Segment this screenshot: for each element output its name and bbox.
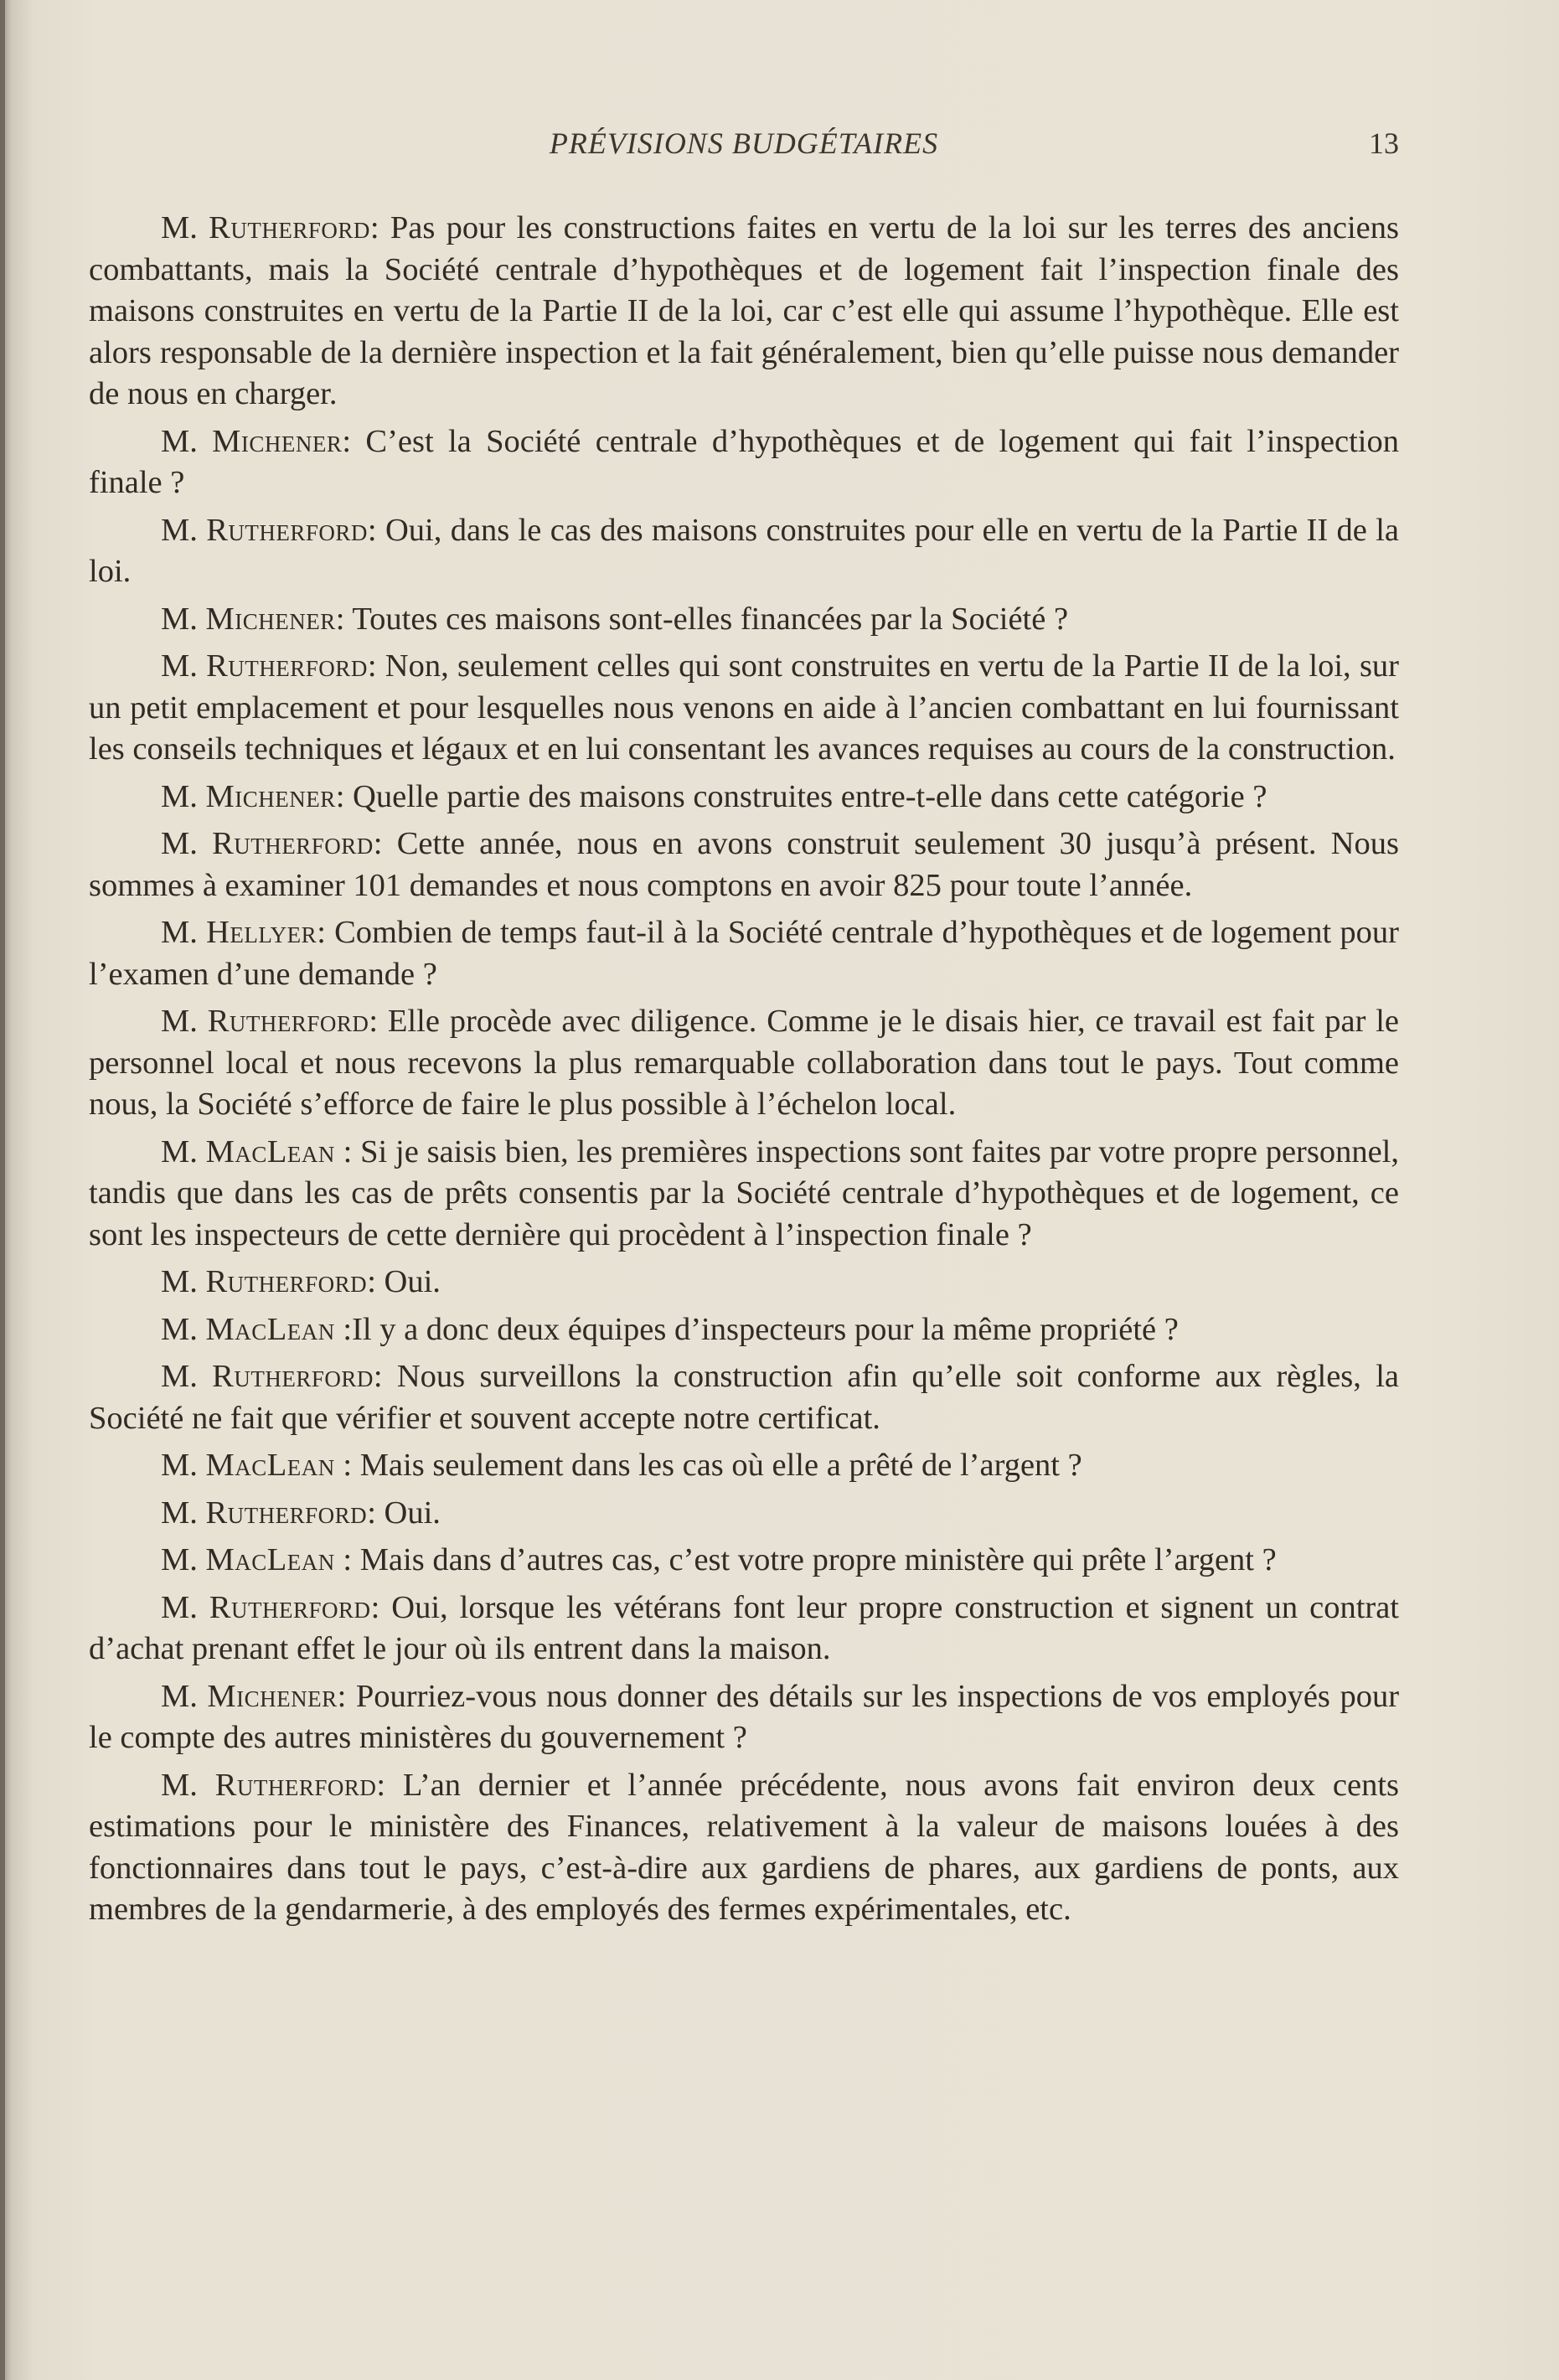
dialogue-paragraph: [89, 1262, 1399, 1304]
paragraph-text: Cette année, nous en avons construit seulement 30 jusqu’à présent. Nous sommes à examiner 101 demandes et nous comptons en avoir 825 pour toute l’année.: [89, 826, 1400, 903]
honorific: M.: [161, 1133, 198, 1169]
speaker-name: Rutherford: [205, 1264, 368, 1299]
speaker-separator: :: [342, 423, 352, 459]
dialogue-paragraph: [89, 1676, 1399, 1759]
speaker-separator: :: [367, 512, 377, 548]
paragraph-text: Quelle partie des maisons construites entre-t-elle dans cette catégorie ?: [344, 778, 1267, 814]
dialogue-paragraph: [89, 1588, 1399, 1670]
dialogue-paragraph: [89, 510, 1399, 593]
running-title: PRÉVISIONS BUDGÉTAIRES: [549, 126, 939, 160]
speaker-separator: :: [376, 1767, 386, 1803]
dialogue-paragraph: [89, 1001, 1399, 1126]
speaker-separator: :: [317, 915, 326, 950]
paragraph-text: Oui, dans le cas des maisons construites pour elle en vertu de la Partie II de la loi.: [89, 512, 1400, 589]
honorific: M.: [161, 1264, 198, 1299]
dialogue-paragraph: [89, 1132, 1399, 1257]
page-header: [89, 126, 1399, 176]
paragraph-text: Mais seulement dans les cas où elle a prêté de l’argent ?: [352, 1448, 1082, 1483]
dialogue-paragraph: [89, 1309, 1399, 1351]
speaker-name: Rutherford: [212, 826, 374, 861]
speaker-separator: :: [334, 1542, 353, 1577]
paragraph-text: L’an dernier et l’année précédente, nous avons fait environ deux cents estimations pour le ministère des Finances, relativement à la valeur de maisons louées à des fonctionnaires dans tout le pays, c’est-à-dire aux gardiens de phares, aux gardiens de ponts, aux membres de la gendarmerie, à des employés des fermes expérimentales, etc.: [89, 1767, 1400, 1927]
speaker-separator: :: [370, 1589, 380, 1625]
paragraph-text: Elle procède avec diligence. Comme je le disais hier, ce travail est fait par le personnel local et nous recevons la plus remarquable collaboration dans tout le pays. Tout comme nous, la Société s’efforce de faire le plus possible à l’échelon local.: [89, 1004, 1400, 1122]
speaker-separator: :: [373, 1359, 383, 1394]
speaker-name: Michener: [212, 423, 343, 459]
paragraph-text: C’est la Société centrale d’hypothèques et de logement qui fait l’inspection finale ?: [89, 423, 1399, 500]
speaker-separator: :: [334, 1448, 353, 1483]
honorific: M.: [161, 1448, 198, 1483]
speaker-separator: :: [367, 648, 377, 684]
speaker-separator: :: [335, 601, 345, 637]
paragraph-text: Pas pour les constructions faites en vertu de la loi sur les terres des anciens combattants, mais la Société centrale d’hypothèques et de logement fait l’inspection finale des maisons construites en vertu de la Partie II de la loi, car c’est elle qui assume l’hypothèque. Elle est alors responsable de la dernière inspection et la fait généralement, bien qu’elle puisse nous demander de nous en charger.: [89, 210, 1399, 411]
speaker-separator: :: [369, 210, 379, 245]
dialogue-paragraph: [89, 912, 1399, 995]
speaker-separator: :: [367, 1264, 376, 1299]
speaker-name: Rutherford: [209, 1589, 371, 1625]
honorific: M.: [161, 1311, 198, 1347]
speaker-name: Rutherford: [206, 512, 368, 548]
honorific: M.: [161, 778, 198, 814]
speaker-name: Hellyer: [206, 915, 317, 950]
speaker-name: Michener: [205, 601, 336, 637]
dialogue-paragraph: [89, 777, 1399, 818]
paragraph-text: Oui.: [375, 1495, 441, 1531]
speaker-separator: :: [373, 826, 383, 861]
speaker-name: Michener: [207, 1678, 338, 1714]
speaker-separator: :: [337, 1678, 347, 1714]
paragraph-text: Il y a donc deux équipes d’inspecteurs pour la même propriété ?: [352, 1311, 1179, 1347]
paragraph-text: Oui.: [375, 1264, 441, 1299]
speaker-name: MacLean: [205, 1448, 335, 1483]
honorific: M.: [161, 1589, 198, 1625]
paragraph-text: Oui, lorsque les vétérans font leur propre construction et signent un contrat d’achat prenant effet le jour où ils entrent dans la maison.: [89, 1589, 1399, 1666]
honorific: M.: [161, 1004, 198, 1039]
speaker-name: Rutherford: [214, 1767, 377, 1803]
honorific: M.: [161, 826, 198, 861]
honorific: M.: [161, 423, 198, 459]
honorific: M.: [161, 1678, 198, 1714]
paragraph-text: Nous surveillons la construction afin qu’elle soit conforme aux règles, la Société ne fait que vérifier et souvent accepte notre certificat.: [89, 1359, 1399, 1436]
transcript-body: [89, 208, 1399, 1937]
dialogue-paragraph: [89, 421, 1399, 504]
paragraph-text: Toutes ces maisons sont-elles financées par la Société ?: [344, 601, 1069, 637]
honorific: M.: [161, 601, 198, 637]
dialogue-paragraph: [89, 646, 1399, 771]
dialogue-paragraph: [89, 1765, 1399, 1931]
paragraph-text: Combien de temps faut-il à la Société centrale d’hypothèques et de logement pour l’examen d’une demande ?: [89, 915, 1399, 992]
speaker-separator: :: [369, 1004, 379, 1039]
honorific: M.: [161, 915, 198, 950]
speaker-name: Rutherford: [212, 1359, 374, 1394]
dialogue-paragraph: [89, 208, 1399, 416]
speaker-name: Rutherford: [207, 1004, 369, 1039]
honorific: M.: [161, 648, 198, 684]
honorific: M.: [161, 210, 198, 245]
honorific: M.: [161, 512, 198, 548]
paragraph-text: Pourriez-vous nous donner des détails sur les inspections de vos employés pour le compte des autres ministères du gouvernement ?: [89, 1678, 1400, 1755]
dialogue-paragraph: [89, 1540, 1399, 1582]
speaker-name: MacLean: [205, 1133, 335, 1169]
dialogue-paragraph: [89, 1356, 1399, 1439]
paragraph-text: Non, seulement celles qui sont construites en vertu de la Partie II de la loi, sur un petit emplacement et pour lesquelles nous venons en aide à l’ancien combattant en lui fournissant les conseils techniques et légaux et en lui consentant les avances requises au cours de la construction.: [89, 648, 1399, 767]
honorific: M.: [161, 1495, 198, 1531]
dialogue-paragraph: [89, 823, 1399, 906]
speaker-separator: :: [334, 1133, 353, 1169]
honorific: M.: [161, 1542, 198, 1577]
paragraph-text: Mais dans d’autres cas, c’est votre propre ministère qui prête l’argent ?: [352, 1542, 1277, 1577]
speaker-name: MacLean: [205, 1542, 335, 1577]
speaker-separator: :: [334, 1311, 353, 1347]
speaker-name: Rutherford: [209, 210, 370, 245]
dialogue-paragraph: [89, 1445, 1399, 1487]
speaker-name: MacLean: [205, 1311, 335, 1347]
speaker-separator: :: [335, 778, 345, 814]
speaker-name: Michener: [205, 778, 336, 814]
speaker-name: Rutherford: [205, 1495, 368, 1531]
binding-edge: [0, 0, 5, 2380]
dialogue-paragraph: [89, 599, 1399, 641]
honorific: M.: [161, 1359, 198, 1394]
speaker-separator: :: [367, 1495, 376, 1531]
honorific: M.: [161, 1767, 198, 1803]
speaker-name: Rutherford: [206, 648, 368, 684]
dialogue-paragraph: [89, 1493, 1399, 1535]
paragraph-text: Si je saisis bien, les premières inspections sont faites par votre propre personnel, tandis que dans les cas de prêts consentis par la Société centrale d’hypothèques et de logement, ce sont les inspecteurs de cette dernière qui procèdent à l’inspection finale ?: [89, 1133, 1399, 1252]
page-number: 13: [1369, 126, 1399, 160]
